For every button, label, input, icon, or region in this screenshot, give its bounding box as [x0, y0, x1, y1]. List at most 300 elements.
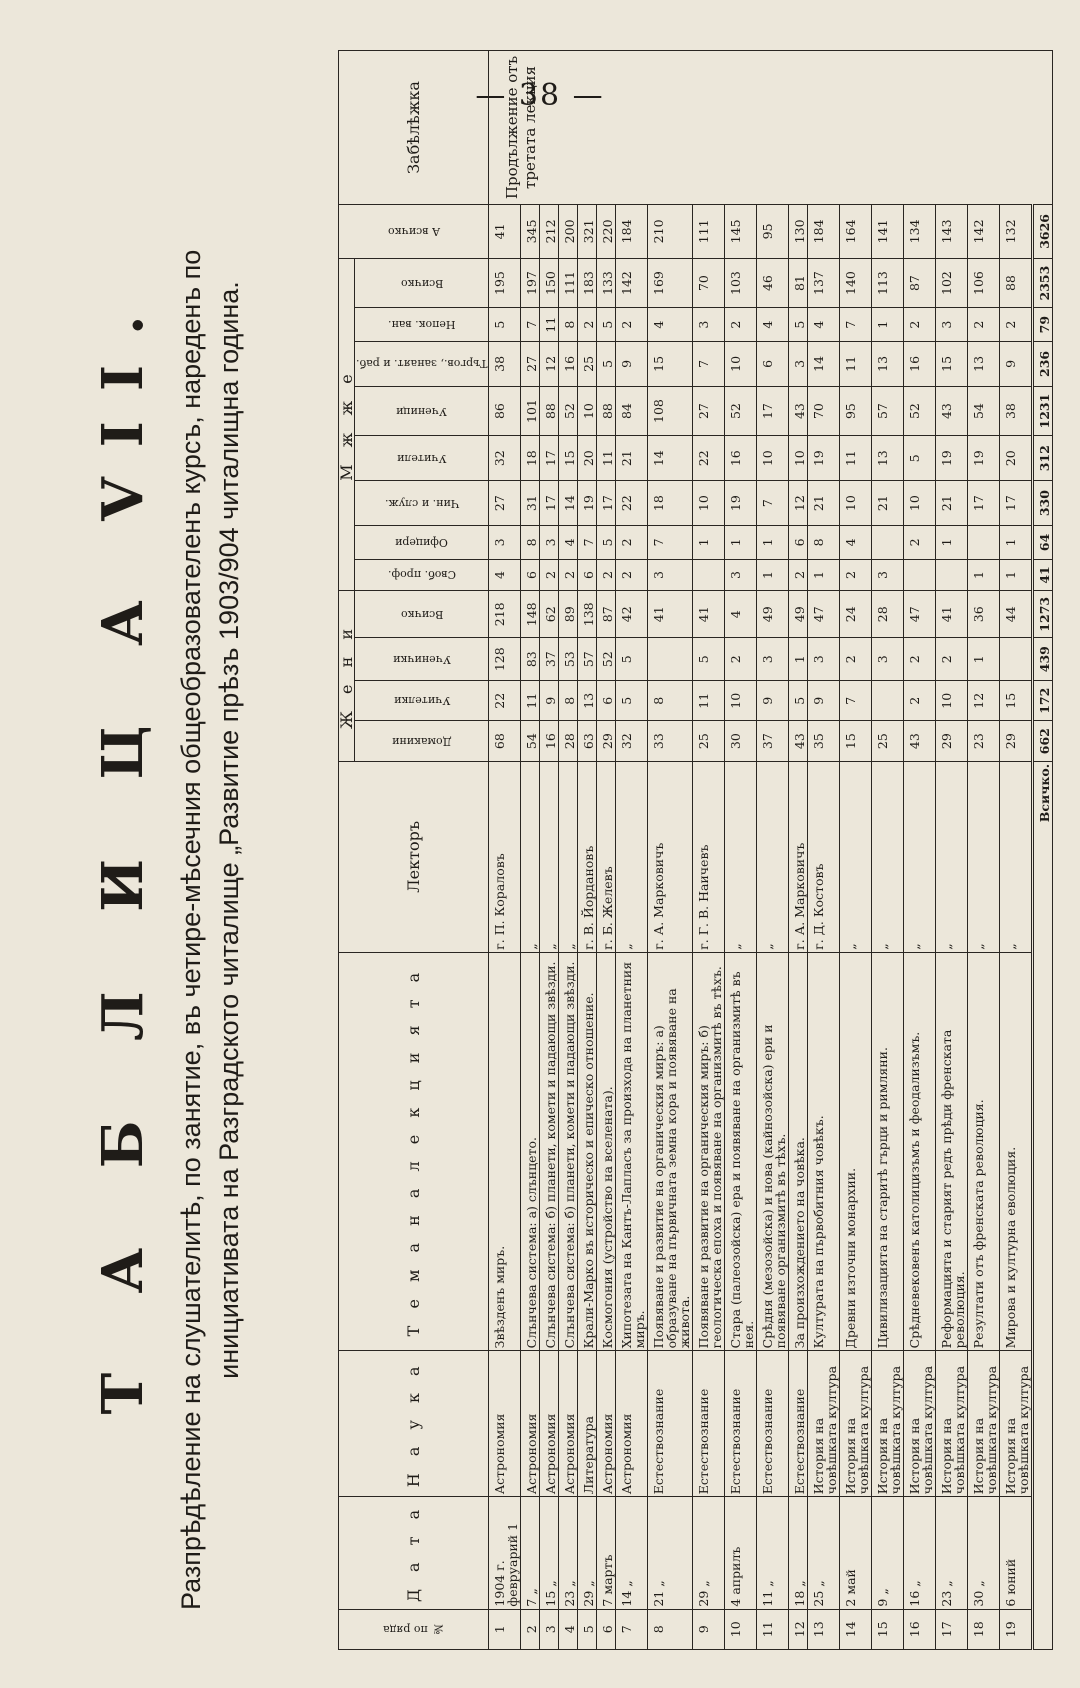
table-row — [648, 51, 693, 1650]
women-total-cell: 172 — [1033, 681, 1053, 721]
caption-line-1: Разпрѣдѣление на слушателитѣ, по занятие, въ четире-мѣсечния общеобразователенъ курсъ, нареденъ по — [176, 249, 206, 1610]
men-total-cell: 236 — [1033, 341, 1053, 386]
women-cell: 44 — [1000, 591, 1033, 638]
men-cell: 8 — [808, 526, 840, 560]
men-col-header: Търгов., занаят. и раб. — [355, 341, 489, 386]
women-cell: 5 — [616, 638, 648, 681]
row-topic: Срѣдня (мезозойска) и нова (кайнозойска) ери и появяване организмитѣ въ тѣхъ. — [757, 952, 789, 1351]
men-cell: 4 — [648, 308, 693, 342]
row-lector: „ — [840, 761, 872, 952]
row-total: 164 — [840, 204, 872, 258]
men-cell: 4 — [840, 526, 872, 560]
header-total: А всичко — [339, 204, 489, 258]
women-cell: 30 — [725, 721, 757, 761]
men-total-cell: 330 — [1033, 481, 1053, 526]
women-cell: 3 — [872, 638, 904, 681]
row-topic: Космогония (устройство на вселената). — [597, 952, 616, 1351]
men-cell: 1 — [693, 526, 725, 560]
women-cell: 2 — [840, 638, 872, 681]
men-cell: 27 — [489, 481, 521, 526]
women-cell: 41 — [693, 591, 725, 638]
women-cell: 49 — [789, 591, 808, 638]
men-cell: 19 — [808, 436, 840, 481]
men-cell: 1 — [1000, 526, 1033, 560]
women-cell: 9 — [808, 681, 840, 721]
table-row — [597, 51, 616, 1650]
men-cell: 5 — [597, 308, 616, 342]
women-cell: 62 — [540, 591, 559, 638]
women-cell: 57 — [578, 638, 597, 681]
men-cell: 38 — [1000, 386, 1033, 435]
row-topic: Цивилизацията на старитѣ гърци и римляни. — [872, 952, 904, 1351]
women-cell: 11 — [693, 681, 725, 721]
row-date: 30 „ — [968, 1497, 1000, 1609]
men-cell: 70 — [693, 258, 725, 307]
women-cell: 5 — [693, 638, 725, 681]
men-cell: 2 — [904, 526, 936, 560]
men-cell: 2 — [968, 308, 1000, 342]
women-total-cell: 1273 — [1033, 591, 1053, 638]
row-lector: „ — [872, 761, 904, 952]
men-cell: 27 — [521, 341, 540, 386]
men-cell: 46 — [757, 258, 789, 307]
men-cell: 4 — [808, 308, 840, 342]
row-date: 18 „ — [789, 1497, 808, 1609]
men-cell: 2 — [540, 559, 559, 590]
women-cell — [648, 638, 693, 681]
totals-row — [1033, 51, 1053, 1650]
men-cell: 54 — [968, 386, 1000, 435]
men-cell — [872, 526, 904, 560]
women-cell: 1 — [789, 638, 808, 681]
men-cell: 19 — [578, 481, 597, 526]
men-cell: 8 — [559, 308, 578, 342]
row-date: 25 „ — [808, 1497, 840, 1609]
men-cell: 102 — [936, 258, 968, 307]
table-row — [489, 51, 521, 1650]
men-total-cell: 312 — [1033, 436, 1053, 481]
row-no: 16 — [904, 1609, 936, 1649]
men-cell: 1 — [936, 526, 968, 560]
row-lector: г. Г. В. Наичевъ — [693, 761, 725, 952]
row-total: 200 — [559, 204, 578, 258]
women-cell: 47 — [808, 591, 840, 638]
men-cell: 7 — [648, 526, 693, 560]
row-date: 21 „ — [648, 1497, 693, 1609]
row-lector: г. П. Кораловъ — [489, 761, 521, 952]
row-topic: Срѣдневековенъ католицизъмъ и феодализъмъ. — [904, 952, 936, 1351]
women-cell: 3 — [757, 638, 789, 681]
women-cell: 10 — [936, 681, 968, 721]
men-cell: 19 — [725, 481, 757, 526]
row-science: История на човѣшката култура — [904, 1351, 936, 1497]
row-topic: Слънчева система: б) планети, комети и падающи звѣзди. — [559, 952, 578, 1351]
women-cell: 89 — [559, 591, 578, 638]
men-cell: 150 — [540, 258, 559, 307]
row-science: Астрономия — [489, 1351, 521, 1497]
men-cell: 108 — [648, 386, 693, 435]
row-date: 9 „ — [872, 1497, 904, 1609]
header-men: М ж ж е — [339, 258, 355, 590]
men-cell: 6 — [757, 341, 789, 386]
men-cell: 95 — [840, 386, 872, 435]
row-science: Литература — [578, 1351, 597, 1497]
row-total: 220 — [597, 204, 616, 258]
row-no: 10 — [725, 1609, 757, 1649]
table-row — [540, 51, 559, 1650]
men-total-cell: 41 — [1033, 559, 1053, 590]
men-cell: 13 — [872, 341, 904, 386]
men-cell: 1 — [757, 526, 789, 560]
row-topic: Крали-Марко въ историческо и епическо отношение. — [578, 952, 597, 1351]
row-topic: Появяване и развитие на органическия миръ: б) геологическа епоха и появяване на организмитѣ въ тѣхъ. — [693, 952, 725, 1351]
row-lector: „ — [559, 761, 578, 952]
men-cell: 81 — [789, 258, 808, 307]
row-no: 8 — [648, 1609, 693, 1649]
row-date: 29 „ — [693, 1497, 725, 1609]
women-col-header: Учителки — [355, 681, 489, 721]
row-date: 29 „ — [578, 1497, 597, 1609]
caption-line-2: инициативата на Разградското читалище „Развитие прѣзъ 1903/904 читалищна година. — [214, 281, 244, 1379]
men-cell: 8 — [521, 526, 540, 560]
men-cell: 140 — [840, 258, 872, 307]
men-cell: 11 — [840, 341, 872, 386]
row-science: Естествознание — [789, 1351, 808, 1497]
women-cell: 41 — [936, 591, 968, 638]
men-cell: 15 — [559, 436, 578, 481]
row-date: 16 „ — [904, 1497, 936, 1609]
men-cell: 18 — [648, 481, 693, 526]
row-topic: Звѣзденъ миръ. — [489, 952, 521, 1351]
table-row — [521, 51, 540, 1650]
men-cell: 2 — [789, 559, 808, 590]
row-total: 134 — [904, 204, 936, 258]
row-date: 11 „ — [757, 1497, 789, 1609]
men-cell: 2 — [616, 559, 648, 590]
table-row — [936, 51, 968, 1650]
row-total: 141 — [872, 204, 904, 258]
women-cell: 25 — [693, 721, 725, 761]
women-cell: 2 — [904, 681, 936, 721]
women-cell: 148 — [521, 591, 540, 638]
men-cell: 169 — [648, 258, 693, 307]
row-date: 23 „ — [559, 1497, 578, 1609]
row-topic: Появяване и развитие на органическия миръ: а) образуване на първичната земна кора и появяване на живота. — [648, 952, 693, 1351]
totals-label: Всичко. — [1033, 761, 1053, 1649]
grand-total: 3626 — [1033, 204, 1053, 258]
women-cell: 29 — [597, 721, 616, 761]
row-lector: „ — [757, 761, 789, 952]
men-cell: 2 — [559, 559, 578, 590]
women-cell: 218 — [489, 591, 521, 638]
row-topic: Слънчева система: а) слънцето. — [521, 952, 540, 1351]
row-lector: „ — [521, 761, 540, 952]
men-cell: 183 — [578, 258, 597, 307]
women-cell: 83 — [521, 638, 540, 681]
row-lector: „ — [540, 761, 559, 952]
men-cell: 12 — [540, 341, 559, 386]
row-total: 184 — [808, 204, 840, 258]
row-no: 19 — [1000, 1609, 1033, 1649]
men-cell: 84 — [616, 386, 648, 435]
table-row — [872, 51, 904, 1650]
row-total: 345 — [521, 204, 540, 258]
men-cell: 25 — [578, 341, 597, 386]
row-total: 111 — [693, 204, 725, 258]
men-cell: 88 — [1000, 258, 1033, 307]
row-no: 14 — [840, 1609, 872, 1649]
header-date: Д а т а — [339, 1497, 489, 1609]
row-topic: Културата на първобитния човѣкъ. — [808, 952, 840, 1351]
men-cell: 7 — [757, 481, 789, 526]
men-cell: 133 — [597, 258, 616, 307]
row-no: 3 — [540, 1609, 559, 1649]
row-science: История на човѣшката култура — [808, 1351, 840, 1497]
row-science: Астрономия — [559, 1351, 578, 1497]
men-cell: 2 — [616, 308, 648, 342]
women-cell: 13 — [578, 681, 597, 721]
men-cell: 1 — [968, 559, 1000, 590]
men-cell: 14 — [559, 481, 578, 526]
row-science: Астрономия — [616, 1351, 648, 1497]
men-cell: 6 — [789, 526, 808, 560]
women-cell: 37 — [540, 638, 559, 681]
row-lector: г. Д. Костовъ — [808, 761, 840, 952]
women-cell: 24 — [840, 591, 872, 638]
women-cell: 32 — [616, 721, 648, 761]
men-col-header: Офицери — [355, 526, 489, 560]
row-topic: Древни източни монархии. — [840, 952, 872, 1351]
rotated-page — [90, 50, 1053, 1650]
women-cell: 29 — [936, 721, 968, 761]
men-cell: 113 — [872, 258, 904, 307]
men-cell: 21 — [808, 481, 840, 526]
men-col-header: Учители — [355, 436, 489, 481]
men-cell: 12 — [789, 481, 808, 526]
men-total-cell: 64 — [1033, 526, 1053, 560]
row-science: Астрономия — [540, 1351, 559, 1497]
row-no: 9 — [693, 1609, 725, 1649]
row-date: 7 мартъ — [597, 1497, 616, 1609]
row-lector: г. В. Йордановъ — [578, 761, 597, 952]
table-row — [578, 51, 597, 1650]
women-cell: 8 — [559, 681, 578, 721]
women-cell — [872, 681, 904, 721]
women-cell: 3 — [808, 638, 840, 681]
men-cell: 4 — [489, 559, 521, 590]
men-cell: 22 — [616, 481, 648, 526]
men-total-cell: 79 — [1033, 308, 1053, 342]
men-cell: 16 — [725, 436, 757, 481]
men-cell: 31 — [521, 481, 540, 526]
men-cell: 14 — [648, 436, 693, 481]
row-total: 210 — [648, 204, 693, 258]
men-cell: 3 — [693, 308, 725, 342]
men-cell: 52 — [904, 386, 936, 435]
row-date: 4 априлъ — [725, 1497, 757, 1609]
header-lector: Лекторъ — [339, 761, 489, 952]
women-cell: 47 — [904, 591, 936, 638]
row-total: 142 — [968, 204, 1000, 258]
row-topic: Реформацията и старият редъ прѣди френската революция. — [936, 952, 968, 1351]
men-cell: 21 — [936, 481, 968, 526]
men-cell: 19 — [968, 436, 1000, 481]
women-cell: 4 — [725, 591, 757, 638]
men-cell: 10 — [904, 481, 936, 526]
women-col-header: Всичко — [355, 591, 489, 638]
women-cell — [1000, 638, 1033, 681]
men-cell: 137 — [808, 258, 840, 307]
table-row — [757, 51, 789, 1650]
header-note: Забѣлѣжка — [339, 51, 489, 205]
women-cell: 68 — [489, 721, 521, 761]
row-lector: „ — [904, 761, 936, 952]
men-cell: 13 — [872, 436, 904, 481]
table-row — [789, 51, 808, 1650]
men-col-header: Своб. проф. — [355, 559, 489, 590]
table-row — [616, 51, 648, 1650]
row-total: 132 — [1000, 204, 1033, 258]
row-science: История на човѣшката култура — [840, 1351, 872, 1497]
row-date: 6 юний — [1000, 1497, 1033, 1609]
row-date: 7 „ — [521, 1497, 540, 1609]
row-date: 14 „ — [616, 1497, 648, 1609]
men-cell: 5 — [597, 341, 616, 386]
men-cell: 4 — [757, 308, 789, 342]
men-cell: 111 — [559, 258, 578, 307]
men-cell: 101 — [521, 386, 540, 435]
women-cell: 28 — [872, 591, 904, 638]
row-science: История на човѣшката култура — [936, 1351, 968, 1497]
women-cell: 25 — [872, 721, 904, 761]
men-cell: 6 — [521, 559, 540, 590]
women-cell: 22 — [489, 681, 521, 721]
row-total: 212 — [540, 204, 559, 258]
row-date: 15 „ — [540, 1497, 559, 1609]
men-cell: 5 — [489, 308, 521, 342]
men-cell: 2 — [597, 559, 616, 590]
women-cell: 53 — [559, 638, 578, 681]
women-cell: 9 — [540, 681, 559, 721]
men-cell: 10 — [789, 436, 808, 481]
men-cell: 5 — [789, 308, 808, 342]
row-lector: „ — [725, 761, 757, 952]
row-no: 13 — [808, 1609, 840, 1649]
men-col-header: Чин. и служ. — [355, 481, 489, 526]
men-cell — [904, 559, 936, 590]
men-cell: 38 — [489, 341, 521, 386]
men-cell: 17 — [540, 481, 559, 526]
men-cell: 2 — [578, 308, 597, 342]
row-no: 5 — [578, 1609, 597, 1649]
men-cell: 3 — [489, 526, 521, 560]
row-date: 2 май — [840, 1497, 872, 1609]
men-cell: 17 — [968, 481, 1000, 526]
men-cell — [936, 559, 968, 590]
men-cell: 17 — [757, 386, 789, 435]
men-cell: 27 — [693, 386, 725, 435]
table-row — [904, 51, 936, 1650]
men-cell: 20 — [578, 436, 597, 481]
women-col-header: Домакини — [355, 721, 489, 761]
men-cell: 17 — [1000, 481, 1033, 526]
row-date: 1904 г. февруарий 1 — [489, 1497, 521, 1609]
table-row — [840, 51, 872, 1650]
men-cell: 5 — [597, 526, 616, 560]
women-cell: 35 — [808, 721, 840, 761]
women-cell: 28 — [559, 721, 578, 761]
row-note — [489, 51, 1053, 205]
row-topic: Резултати отъ френската революция. — [968, 952, 1000, 1351]
women-total-cell: 439 — [1033, 638, 1053, 681]
men-cell: 2 — [725, 308, 757, 342]
women-cell: 2 — [725, 638, 757, 681]
women-cell: 52 — [597, 638, 616, 681]
row-total: 321 — [578, 204, 597, 258]
row-science: Естествознание — [725, 1351, 757, 1497]
row-science: Естествознание — [757, 1351, 789, 1497]
men-cell: 3 — [789, 341, 808, 386]
men-cell: 9 — [1000, 341, 1033, 386]
men-cell: 195 — [489, 258, 521, 307]
women-cell: 12 — [968, 681, 1000, 721]
men-cell: 1 — [872, 308, 904, 342]
men-cell: 10 — [578, 386, 597, 435]
header-topic: Т е м а н а л е к ц и я т а — [339, 952, 489, 1351]
men-cell: 2 — [904, 308, 936, 342]
men-cell: 3 — [725, 559, 757, 590]
row-no: 15 — [872, 1609, 904, 1649]
women-cell: 87 — [597, 591, 616, 638]
men-cell: 18 — [521, 436, 540, 481]
women-cell: 11 — [521, 681, 540, 721]
men-cell: 21 — [872, 481, 904, 526]
men-cell: 10 — [757, 436, 789, 481]
men-cell: 10 — [840, 481, 872, 526]
men-col-header: Ученици — [355, 386, 489, 435]
women-cell: 5 — [789, 681, 808, 721]
row-no: 4 — [559, 1609, 578, 1649]
row-topic: Хипотезата на Кантъ-Лапласъ за произхода на планетния миръ. — [616, 952, 648, 1351]
row-topic: Стара (палеозойска) ера и появяване на организмитѣ въ нея. — [725, 952, 757, 1351]
table-row — [725, 51, 757, 1650]
men-cell: 142 — [616, 258, 648, 307]
row-lector: г. А. Марковичъ — [789, 761, 808, 952]
men-cell: 57 — [872, 386, 904, 435]
women-cell: 5 — [616, 681, 648, 721]
row-total: 95 — [757, 204, 789, 258]
men-cell: 7 — [840, 308, 872, 342]
men-cell: 10 — [693, 481, 725, 526]
women-cell: 128 — [489, 638, 521, 681]
row-no: 11 — [757, 1609, 789, 1649]
row-science: Астрономия — [521, 1351, 540, 1497]
row-total: 184 — [616, 204, 648, 258]
men-cell: 5 — [904, 436, 936, 481]
table-row — [808, 51, 840, 1650]
men-col-header: Непок. ван. — [355, 308, 489, 342]
women-cell: 54 — [521, 721, 540, 761]
women-cell: 63 — [578, 721, 597, 761]
men-cell: 7 — [578, 526, 597, 560]
men-cell: 88 — [597, 386, 616, 435]
men-cell: 88 — [540, 386, 559, 435]
row-science: Астрономия — [597, 1351, 616, 1497]
men-cell: 14 — [808, 341, 840, 386]
row-topic: Мирова и културна еволюция. — [1000, 952, 1033, 1351]
men-cell: 106 — [968, 258, 1000, 307]
men-cell: 21 — [616, 436, 648, 481]
